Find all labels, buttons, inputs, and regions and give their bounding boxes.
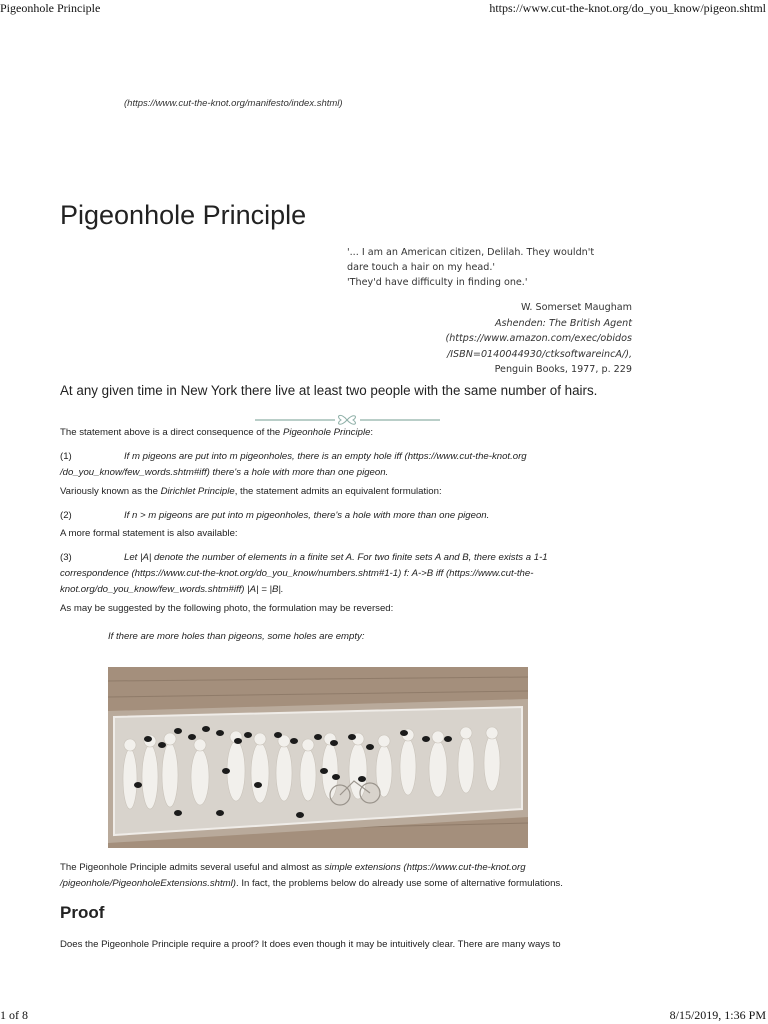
epigraph-quote: [347, 245, 632, 290]
paragraph: [60, 425, 680, 441]
epigraph-attribution: [420, 300, 632, 378]
section-heading-proof: Proof: [60, 903, 105, 922]
statement-text: /do_you_know/few_words.shtm#iff) there's a hole with more than one pigeon.: [60, 467, 389, 478]
extensions-link[interactable]: /pigeonhole/PigeonholeExtensions.shtml): [60, 878, 236, 889]
statement-text: If n > m pigeons are put into m pigeonholes, there's a hole with more than one pigeon.: [124, 510, 490, 521]
epigraph-line: '... I am an American citizen, Delilah. They wouldn't: [347, 247, 595, 258]
epigraph-line: dare touch a hair on my head.': [347, 262, 496, 273]
term: Pigeonhole Principle: [282, 427, 371, 438]
statement-2: [0, 508, 700, 526]
text: . In fact, the problems below do already use some of alternative formulations.: [236, 878, 563, 889]
statement-text: If m pigeons are put into m pigeonholes, there is an empty hole iff (https://www.cut-the-knot.org: [124, 451, 527, 462]
statement-number: (3): [60, 552, 72, 563]
statement-number: (1): [60, 451, 72, 462]
paragraph: [60, 860, 700, 892]
epigraph-link[interactable]: /ISBN=0140044930/ctksoftwareincA/),: [447, 348, 632, 360]
text: :: [370, 427, 374, 438]
lead-statement: At any given time in New York there live at least two people with the same number of hairs.: [60, 383, 598, 398]
extensions-link[interactable]: simple extensions (https://www.cut-the-knot.org: [324, 862, 526, 873]
epigraph-publisher: Penguin Books, 1977, p. 229: [494, 364, 632, 375]
paragraph: Does the Pigeonhole Principle require a proof? It does even though it may be intuitively clear. There are many ways to: [60, 939, 561, 950]
statement-number: (2): [60, 510, 72, 521]
statement-3: [0, 550, 700, 600]
paragraph: As may be suggested by the following photo, the formulation may be reversed:: [60, 603, 394, 614]
reversed-statement: If there are more holes than pigeons, some holes are empty:: [108, 631, 365, 642]
text: The statement above is a direct consequence of the: [60, 427, 283, 438]
page-title: Pigeonhole Principle: [60, 200, 307, 230]
print-header-title: Pigeonhole Principle: [0, 1, 101, 15]
statement-text: correspondence (https://www.cut-the-knot.org/do_you_know/numbers.shtm#1-1) f: A->B iff (https://www.cut-the-: [60, 568, 534, 579]
text: Variously known as the: [60, 486, 161, 497]
statement-text: Let |A| denote the number of elements in a finite set A. For two finite sets A and B, there exists a 1-1: [124, 552, 548, 563]
frieze-photo: [108, 667, 528, 848]
statement-text: knot.org/do_you_know/few_words.shtm#iff) |A| = |B|.: [60, 584, 284, 595]
print-header-url: https://www.cut-the-knot.org/do_you_know/pigeon.shtml: [489, 1, 766, 15]
paragraph: A more formal statement is also available:: [60, 528, 238, 539]
text: , the statement admits an equivalent formulation:: [234, 486, 442, 497]
epigraph-book: Ashenden: The British Agent: [494, 317, 632, 329]
epigraph-author: W. Somerset Maugham: [521, 302, 632, 313]
manifesto-link[interactable]: (https://www.cut-the-knot.org/manifesto/index.shtml): [124, 98, 343, 109]
epigraph-line: 'They'd have difficulty in finding one.': [347, 277, 528, 288]
ornament-divider-icon: [255, 412, 440, 426]
print-footer-page: 1 of 8: [0, 1008, 28, 1022]
paragraph: [60, 484, 680, 500]
epigraph-link[interactable]: (https://www.amazon.com/exec/obidos: [445, 333, 632, 344]
term: Dirichlet Principle: [160, 486, 235, 497]
text: The Pigeonhole Principle admits several useful and almost as: [60, 862, 325, 873]
print-footer-datetime: 8/15/2019, 1:36 PM: [669, 1008, 766, 1022]
statement-1: [0, 449, 700, 483]
